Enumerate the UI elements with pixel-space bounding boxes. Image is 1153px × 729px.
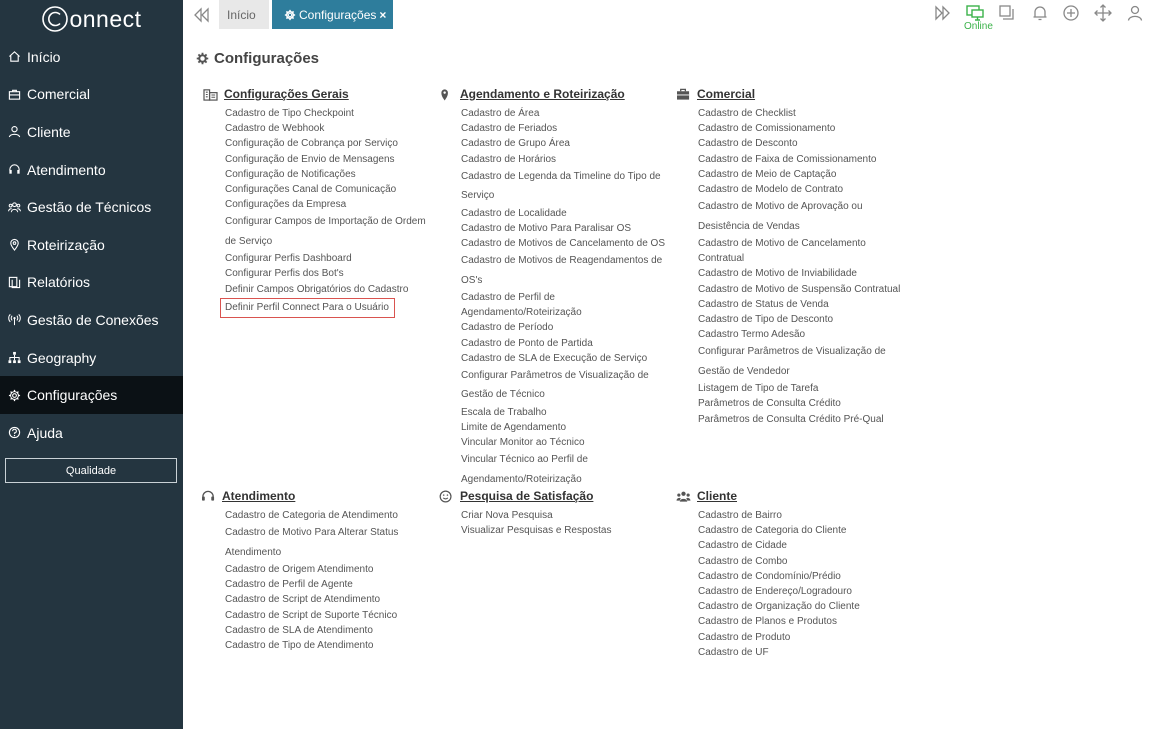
link-item[interactable]: Configurar Perfis Dashboard <box>225 253 352 265</box>
section-cliente <box>676 488 911 660</box>
antenna-icon <box>8 313 21 326</box>
link-item[interactable]: Visualizar Pesquisas e Respostas <box>461 525 612 537</box>
sidebar-item-label: Relatórios <box>27 274 91 291</box>
link-item[interactable]: Configurar Parâmetros de Visualização de Gestão de Técnico <box>461 370 649 401</box>
link-list <box>676 508 911 660</box>
link-item[interactable]: Cadastro de Modelo de Contrato <box>698 184 844 196</box>
gear-icon <box>284 9 296 21</box>
link-item[interactable]: Cadastro de Horários <box>461 153 557 165</box>
link-item[interactable]: Configuração de Envio de Mensagens <box>225 153 395 165</box>
link-item[interactable]: Cadastro de Categoria do Cliente <box>698 525 847 537</box>
link-item[interactable]: Cadastro de Perfil de Agente <box>225 579 353 591</box>
link-item[interactable]: Cadastro de Script de Suporte Técnico <box>225 609 398 621</box>
briefcase-icon <box>676 88 691 101</box>
link-item[interactable]: Cadastro de Script de Atendimento <box>225 594 381 606</box>
sidebar-item-label: Ajuda <box>27 424 63 441</box>
map-pin-icon <box>8 238 21 251</box>
sidebar-item-label: Geography <box>27 349 97 366</box>
building-icon <box>203 88 218 101</box>
link-item[interactable]: Cadastro de Área <box>461 108 540 119</box>
link-item[interactable]: Criar Nova Pesquisa <box>461 510 553 521</box>
help-icon <box>8 426 21 439</box>
link-item[interactable]: Cadastro de Tipo Checkpoint <box>225 108 354 119</box>
link-item[interactable]: Cadastro de Cidade <box>698 540 787 552</box>
link-item[interactable]: Configurações Canal de Comunicação <box>225 184 397 196</box>
section-header <box>203 86 438 102</box>
link-item[interactable]: Cadastro de Condomínio/Prédio <box>698 570 841 582</box>
section-title-link[interactable]: Configurações Gerais <box>224 87 349 101</box>
link-item[interactable]: Configuração de Notificações <box>225 168 356 180</box>
add-circle-icon[interactable] <box>1062 4 1080 22</box>
tab-close-icon[interactable]: × <box>379 7 387 22</box>
link-item[interactable]: Cadastro de Faixa de Comissionamento <box>698 153 877 165</box>
link-item[interactable]: Cadastro de Endereço/Logradouro <box>698 586 852 598</box>
sidebar-item-inicio[interactable] <box>0 38 183 76</box>
logo-text: onnect <box>69 5 142 32</box>
section-header <box>676 488 911 504</box>
link-item[interactable]: Configuração de Cobrança por Serviço <box>225 138 398 150</box>
link-item[interactable]: Configurações da Empresa <box>225 199 347 211</box>
link-item[interactable]: Cadastro de Motivo de Suspensão Contratual <box>698 283 901 295</box>
sitemap-icon <box>8 351 21 364</box>
link-item[interactable]: Vincular Monitor ao Técnico <box>461 437 585 449</box>
link-item[interactable]: Cadastro de Período <box>461 322 554 334</box>
user-icon <box>8 125 21 138</box>
sidebar-item-cliente[interactable] <box>0 113 183 151</box>
sidebar-item-label: Gestão de Conexões <box>27 311 159 328</box>
link-list <box>201 508 436 653</box>
link-item[interactable]: Limite de Agendamento <box>461 422 567 434</box>
link-item[interactable]: Cadastro de Motivo Para Alterar Status Atendimento <box>225 527 399 558</box>
section-atendimento <box>201 488 436 653</box>
section-title-link[interactable]: Comercial <box>697 87 756 101</box>
section-title-link[interactable]: Pesquisa de Satisfação <box>460 489 594 503</box>
section-header <box>439 488 674 504</box>
link-item[interactable]: Cadastro Termo Adesão <box>698 329 806 341</box>
link-item[interactable]: Cadastro de Origem Atendimento <box>225 564 374 576</box>
link-item[interactable]: Cadastro de Perfil de Agendamento/Roteirização <box>461 292 582 319</box>
link-item[interactable]: Configurar Campos de Importação de Ordem de Serviço <box>225 216 426 247</box>
tab-label: Configurações <box>299 7 377 22</box>
link-item[interactable]: Cadastro de UF <box>698 646 769 658</box>
link-item[interactable]: Cadastro de Webhook <box>225 123 325 135</box>
link-item[interactable]: Cadastro de Produto <box>698 631 791 643</box>
monitor-online-icon[interactable] <box>966 4 984 22</box>
link-item[interactable]: Cadastro de Status de Venda <box>698 298 829 310</box>
section-comercial <box>676 86 911 427</box>
link-item[interactable]: Cadastro de Tipo de Desconto <box>698 314 834 326</box>
link-item[interactable]: Escala de Trabalho <box>461 406 547 418</box>
gear-icon <box>196 52 209 65</box>
tab-inicio[interactable] <box>219 0 269 29</box>
link-item[interactable]: Cadastro de Localidade <box>461 207 567 219</box>
sidebar-item-label: Configurações <box>27 387 118 404</box>
link-item[interactable]: Cadastro de SLA de Atendimento <box>225 624 373 636</box>
link-item[interactable]: Cadastro de Organização do Cliente <box>698 601 860 613</box>
sidebar-nav <box>0 38 183 452</box>
sidebar <box>0 0 183 729</box>
link-list <box>203 106 438 318</box>
users-icon <box>676 490 691 503</box>
sidebar-item-ajuda[interactable] <box>0 414 183 452</box>
report-icon <box>8 276 21 289</box>
section-agendamento-roteirizacao <box>439 86 674 489</box>
link-item[interactable]: Configurar Perfis dos Bot's <box>225 268 344 280</box>
home-icon <box>8 50 21 63</box>
sidebar-item-roteirizacao[interactable] <box>0 226 183 264</box>
copy-windows-icon[interactable] <box>998 4 1016 22</box>
section-header <box>439 86 674 102</box>
link-list <box>439 508 674 538</box>
sidebar-item-label: Início <box>27 48 61 65</box>
move-arrows-icon[interactable] <box>1094 4 1112 22</box>
top-bar <box>183 0 1153 30</box>
fast-forward-icon[interactable] <box>934 4 952 22</box>
sidebar-item-configuracoes[interactable] <box>0 376 183 414</box>
gear-icon <box>8 389 21 402</box>
map-marker-icon <box>439 88 454 101</box>
headset-icon <box>201 490 216 503</box>
link-item[interactable]: Cadastro de Checklist <box>698 108 796 119</box>
tab-configuracoes[interactable] <box>272 0 393 29</box>
link-item[interactable]: Listagem de Tipo de Tarefa <box>698 383 819 395</box>
qualidade-button[interactable]: Qualidade <box>5 458 177 483</box>
sidebar-item-gestao-conexoes[interactable] <box>0 301 183 339</box>
link-item[interactable]: Cadastro de Tipo de Atendimento <box>225 640 374 652</box>
link-item[interactable]: Cadastro de Meio de Captação <box>698 168 837 180</box>
section-title-link[interactable]: Agendamento e Roteirização <box>460 87 625 101</box>
headset-icon <box>8 163 21 176</box>
sidebar-item-label: Comercial <box>27 86 91 103</box>
bell-icon[interactable] <box>1031 4 1049 22</box>
link-item[interactable]: Cadastro de Legenda da Timeline do Tipo de Serviço <box>461 170 661 202</box>
link-list <box>676 106 911 427</box>
link-item[interactable]: Cadastro de Grupo Área <box>461 138 570 150</box>
sidebar-item-label: Cliente <box>27 123 71 140</box>
sidebar-item-comercial[interactable] <box>0 76 183 114</box>
link-item[interactable]: Configurar Parâmetros de Visualização de Gestão de Vendedor <box>698 346 886 377</box>
section-title-link[interactable]: Atendimento <box>222 489 296 503</box>
link-item[interactable]: Cadastro de Planos e Produtos <box>698 616 837 628</box>
link-item[interactable]: Cadastro de Categoria de Atendimento <box>225 510 398 521</box>
link-item[interactable]: Parâmetros de Consulta Crédito Pré-Qual <box>698 413 884 425</box>
sidebar-item-label: Roteirização <box>27 236 105 253</box>
link-item[interactable]: Cadastro de Desconto <box>698 138 798 150</box>
sidebar-item-gestao-tecnicos[interactable] <box>0 188 183 226</box>
link-item-highlighted[interactable]: Definir Perfil Connect Para o Usuário <box>220 298 395 318</box>
link-item[interactable]: Cadastro de Combo <box>698 555 788 567</box>
link-item[interactable]: Cadastro de Motivo de Cancelamento Contratual <box>698 238 866 265</box>
link-item[interactable]: Cadastro de Motivo de Inviabilidade <box>698 268 857 280</box>
section-pesquisa-satisfacao <box>439 488 674 538</box>
link-item[interactable]: Cadastro de Motivo Para Paralisar OS <box>461 222 632 234</box>
link-item[interactable]: Cadastro de Motivo de Aprovação ou Desistência de Vendas <box>698 201 863 232</box>
user-profile-icon[interactable] <box>1126 4 1144 22</box>
link-item[interactable]: Parâmetros de Consulta Crédito <box>698 398 841 410</box>
collapse-back-icon[interactable] <box>191 6 211 24</box>
link-item[interactable]: Cadastro de Comissionamento <box>698 123 836 135</box>
link-item[interactable]: Definir Campos Obrigatórios do Cadastro <box>225 283 409 295</box>
link-item[interactable]: Cadastro de Motivos de Cancelamento de OS <box>461 238 665 250</box>
tab-label: Início <box>227 7 256 22</box>
sidebar-item-atendimento[interactable] <box>0 151 183 189</box>
section-title-link[interactable]: Cliente <box>697 489 738 503</box>
briefcase-icon <box>8 88 21 101</box>
sidebar-item-label: Atendimento <box>27 161 106 178</box>
smile-icon <box>439 490 454 503</box>
connect-logo[interactable] <box>0 0 183 38</box>
link-item[interactable]: Cadastro de Ponto de Partida <box>461 337 593 349</box>
link-item[interactable]: Cadastro de SLA de Execução de Serviço <box>461 352 648 364</box>
link-item[interactable]: Cadastro de Bairro <box>698 510 782 521</box>
link-item[interactable]: Cadastro de Motivos de Reagendamentos de OS's <box>461 255 663 286</box>
online-status-label: Online <box>964 21 993 32</box>
section-configuracoes-gerais <box>203 86 438 318</box>
link-item[interactable]: Cadastro de Feriados <box>461 123 558 135</box>
page-title <box>196 50 319 67</box>
users-icon <box>8 201 21 214</box>
main-content <box>183 30 1153 729</box>
link-item[interactable]: Vincular Técnico ao Perfil de Agendamento/Roteirização <box>461 454 588 485</box>
logo-c-icon <box>41 5 69 33</box>
link-list <box>439 106 674 489</box>
page-title-text: Configurações <box>214 50 320 67</box>
sidebar-item-label: Gestão de Técnicos <box>27 199 152 216</box>
sidebar-item-relatorios[interactable] <box>0 264 183 302</box>
section-header <box>676 86 911 102</box>
sidebar-item-geography[interactable] <box>0 339 183 377</box>
section-header <box>201 488 436 504</box>
